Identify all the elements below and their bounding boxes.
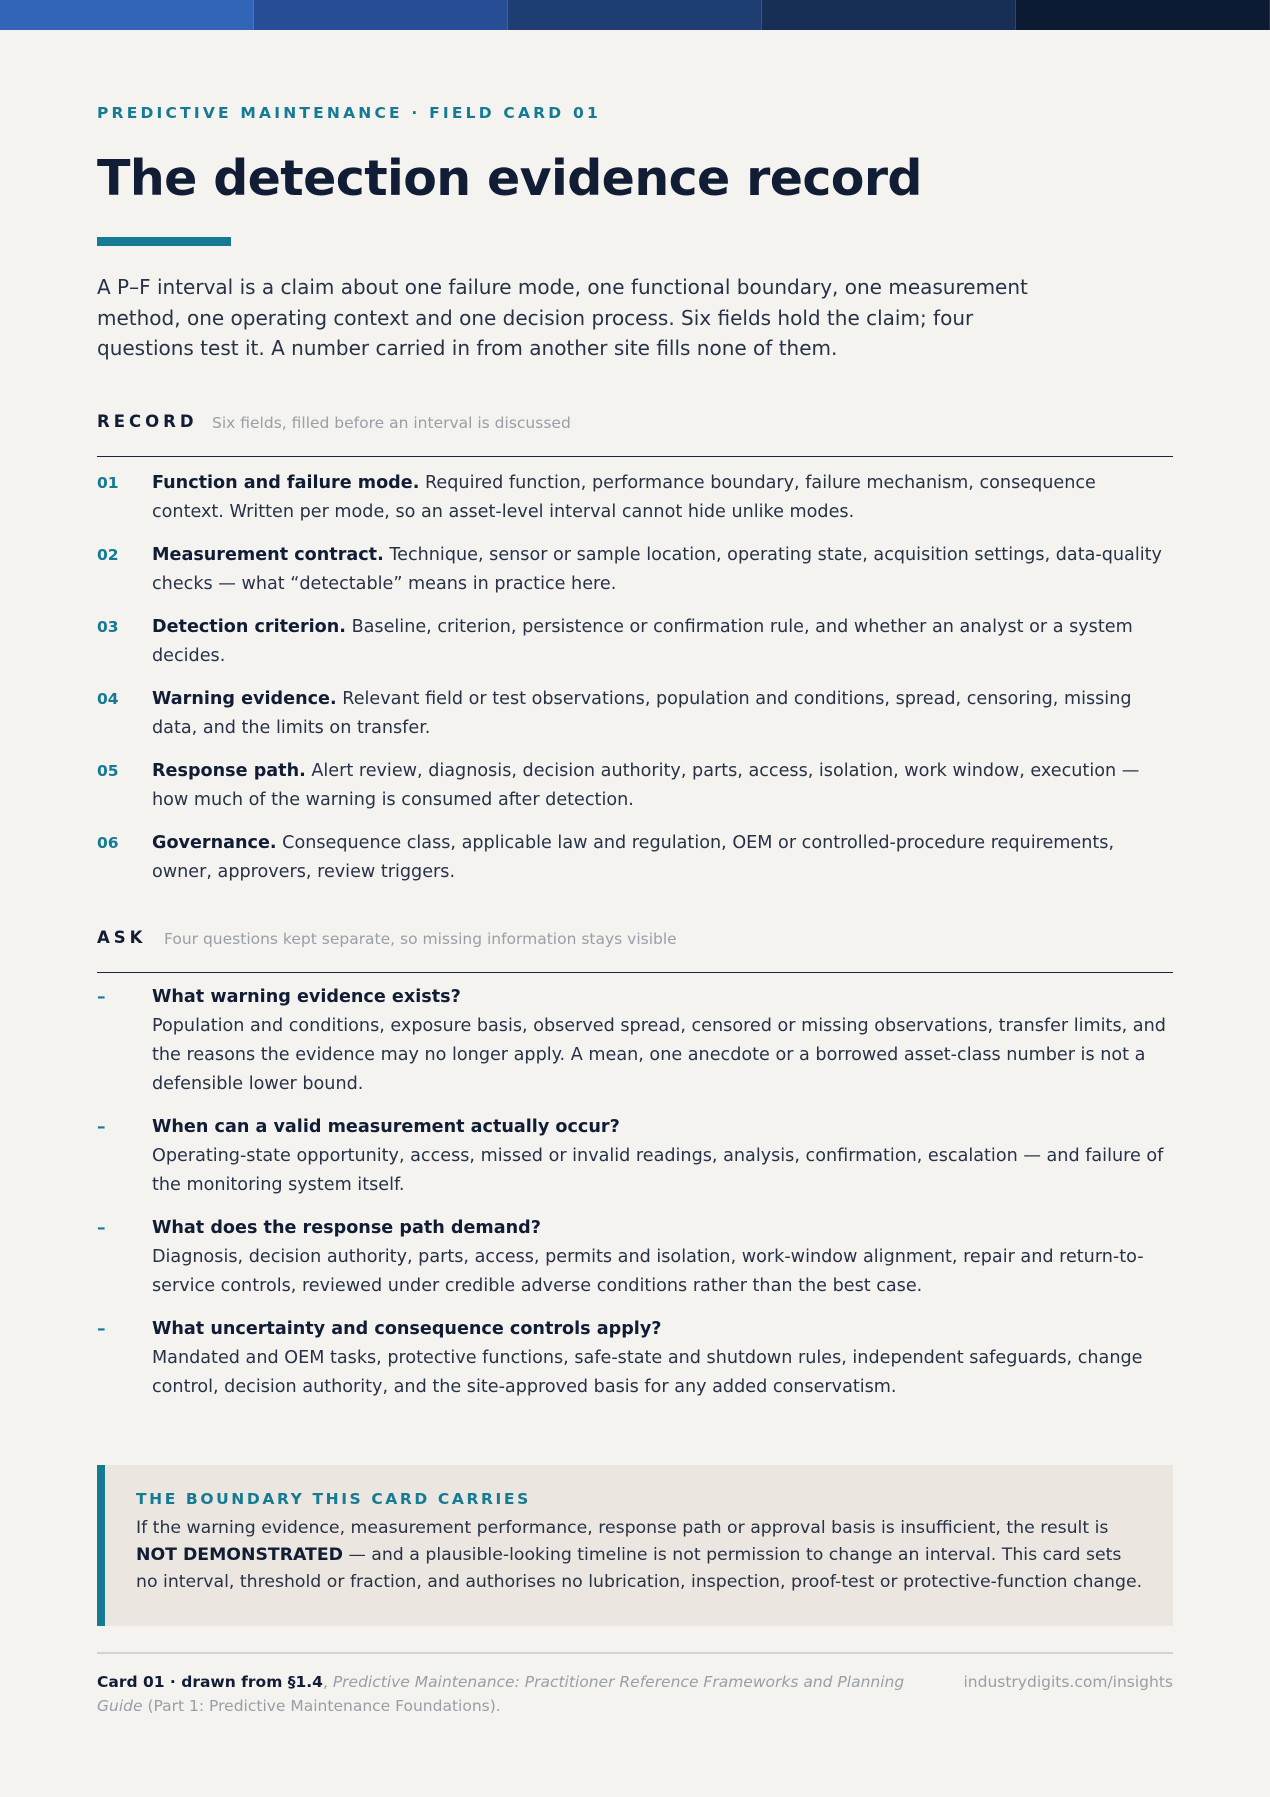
record-item-title: Warning evidence. xyxy=(152,689,337,709)
page-title: The detection evidence record xyxy=(97,150,922,207)
header-band-segment xyxy=(0,0,254,30)
ask-item xyxy=(97,1113,1173,1200)
record-section-description: Six fields, filled before an interval is discussed xyxy=(212,414,571,432)
record-item-text: Required function, performance boundary, failure mechanism, consequence context. Written per mode, so an asset-level interval cannot hide unlike modes. xyxy=(152,473,1096,522)
ask-list xyxy=(97,983,1173,1402)
record-item-title: Function and failure mode. xyxy=(152,473,420,493)
bullet-dash: – xyxy=(97,987,106,1007)
record-item-title: Detection criterion. xyxy=(152,617,346,637)
record-item-number: 01 xyxy=(97,474,119,492)
ask-answer-text: Diagnosis, decision authority, parts, access, permits and isolation, work-window alignment, repair and return-to-service controls, reviewed under credible adverse conditions rather than the best case. xyxy=(152,1247,1144,1296)
header-band-segment xyxy=(254,0,508,30)
callout-text-after: — and a plausible-looking timeline is not permission to change an interval. This card sets no interval, threshold or fraction, and authorises no lubrication, inspection, proof-test or protective-function change. xyxy=(136,1545,1143,1592)
footer-source: Card 01 · drawn from §1.4, Predictive Maintenance: Practitioner Reference Frameworks and Planning Guide (Part 1: Predictive Maintenance Foundations). xyxy=(97,1673,905,1715)
record-item-text: Technique, sensor or sample location, operating state, acquisition settings, data-quality checks — what “detectable” means in practice here. xyxy=(152,545,1162,594)
record-item xyxy=(97,469,1173,527)
record-item xyxy=(97,685,1173,743)
header-band-segment xyxy=(762,0,1016,30)
footer-source-title: Predictive Maintenance: Practitioner Reference Frameworks and Planning Guide xyxy=(97,1673,905,1715)
callout-body xyxy=(136,1515,1143,1596)
footer-source-part: (Part 1: Predictive Maintenance Foundations). xyxy=(147,1697,501,1715)
footer-card-ref: Card 01 · drawn from §1.4 xyxy=(97,1673,323,1691)
header-color-band xyxy=(0,0,1270,30)
record-list xyxy=(97,469,1173,887)
card-kicker: PREDICTIVE MAINTENANCE · FIELD CARD 01 xyxy=(97,104,601,122)
bullet-dash: – xyxy=(97,1218,106,1238)
footer-site-link[interactable]: industrydigits.com/insights xyxy=(963,1673,1173,1691)
record-item-number: 03 xyxy=(97,618,119,636)
title-accent-rule xyxy=(97,237,231,246)
ask-answer-text: Operating-state opportunity, access, missed or invalid readings, analysis, confirmation, escalation — and failure of the monitoring system itself. xyxy=(152,1146,1164,1195)
boundary-callout xyxy=(97,1465,1173,1626)
record-item-title: Governance. xyxy=(152,833,277,853)
footer-divider xyxy=(97,1652,1173,1654)
record-item-title: Response path. xyxy=(152,761,306,781)
record-item xyxy=(97,757,1173,815)
header-band-segment xyxy=(508,0,762,30)
record-item xyxy=(97,829,1173,887)
record-item-text: Baseline, criterion, persistence or confirmation rule, and whether an analyst or a system decides. xyxy=(152,617,1133,666)
header-band-segment xyxy=(1016,0,1270,30)
record-item-text: Consequence class, applicable law and regulation, OEM or controlled-procedure requirements, owner, approvers, review triggers. xyxy=(152,833,1115,882)
ask-question: What warning evidence exists? xyxy=(152,987,461,1007)
callout-title: THE BOUNDARY THIS CARD CARRIES xyxy=(136,1490,531,1508)
ask-question: When can a valid measurement actually occur? xyxy=(152,1117,620,1137)
ask-answer-text: Population and conditions, exposure basis, observed spread, censored or missing observations, transfer limits, and the reasons the evidence may no longer apply. A mean, one anecdote or a borrowed asset-class number is not a defensible lower bound. xyxy=(152,1016,1166,1094)
ask-item xyxy=(97,1214,1173,1301)
bullet-dash: – xyxy=(97,1117,106,1137)
record-item xyxy=(97,613,1173,671)
ask-section-header xyxy=(97,928,1173,973)
record-item-title: Measurement contract. xyxy=(152,545,384,565)
record-section-label: RECORD xyxy=(97,412,198,431)
ask-item xyxy=(97,1315,1173,1402)
callout-emphasis: NOT DEMONSTRATED xyxy=(136,1545,343,1565)
callout-text-before: If the warning evidence, measurement performance, response path or approval basis is insufficient, the result is xyxy=(136,1518,1109,1538)
ask-answer-text: Mandated and OEM tasks, protective functions, safe-state and shutdown rules, independent safeguards, change control, decision authority, and the site-approved basis for any added conservatism. xyxy=(152,1348,1143,1397)
record-item-number: 02 xyxy=(97,546,119,564)
record-item-text: Relevant field or test observations, population and conditions, spread, censoring, missing data, and the limits on transfer. xyxy=(152,689,1132,738)
intro-paragraph: A P–F interval is a claim about one failure mode, one functional boundary, one measurement method, one operating context and one decision process. Six fields hold the claim; four questions test it. A number carried in from another site fills none of them. xyxy=(97,275,1028,360)
record-item-number: 06 xyxy=(97,834,119,852)
record-item xyxy=(97,541,1173,599)
ask-section-label: ASK xyxy=(97,928,147,947)
bullet-dash: – xyxy=(97,1319,106,1339)
record-item-number: 05 xyxy=(97,762,119,780)
ask-question: What uncertainty and consequence controls apply? xyxy=(152,1319,662,1339)
record-section-header xyxy=(97,412,1173,457)
ask-section-description: Four questions kept separate, so missing information stays visible xyxy=(164,930,677,948)
record-item-text: Alert review, diagnosis, decision authority, parts, access, isolation, work window, execution — how much of the warning is consumed after detection. xyxy=(152,761,1140,810)
record-item-number: 04 xyxy=(97,690,119,708)
ask-question: What does the response path demand? xyxy=(152,1218,541,1238)
ask-item xyxy=(97,983,1173,1099)
